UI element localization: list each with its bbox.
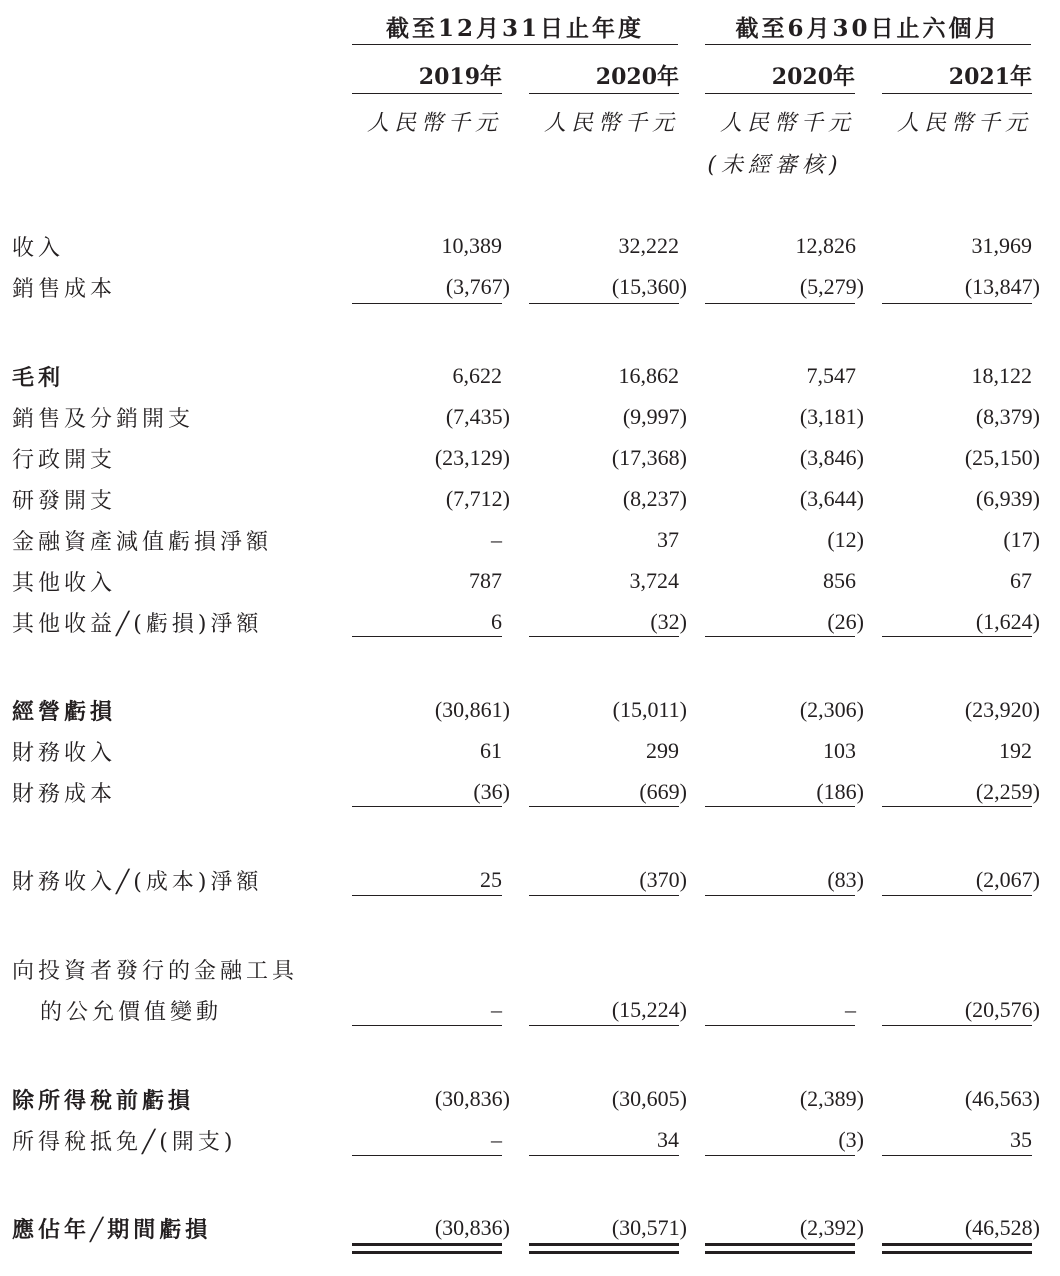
cell-value: 7,547 <box>806 363 856 388</box>
header-unit: 人民幣千元 <box>366 111 502 136</box>
subtotal-rule <box>352 636 502 637</box>
cell-value: 35 <box>1010 1127 1032 1152</box>
cell-value: (25,150) <box>964 445 1040 470</box>
header-year-2020-annual: 2020年 <box>595 64 679 90</box>
cell-value: – <box>491 1127 502 1152</box>
cell-value: (46,563) <box>964 1086 1040 1111</box>
header-year-rule <box>705 93 855 94</box>
cell-value: (2,392) <box>799 1215 864 1240</box>
header-year-2020-interim: 2020年 <box>771 64 855 90</box>
cell-value: (2,067) <box>975 867 1040 892</box>
cell-value: 37 <box>657 527 679 552</box>
subtotal-rule <box>705 895 855 896</box>
subtotal-rule <box>529 806 679 807</box>
cell-value: 787 <box>469 568 502 593</box>
cell-value: (2,306) <box>799 697 864 722</box>
header-year-rule <box>529 93 679 94</box>
cell-value: (30,836) <box>434 1086 510 1111</box>
cell-value: (3,644) <box>799 486 864 511</box>
cell-value: (30,836) <box>434 1215 510 1240</box>
row-label: 財務收入╱(成本)淨額 <box>12 870 263 895</box>
cell-value: – <box>491 527 502 552</box>
cell-value: (15,011) <box>612 697 687 722</box>
cell-value: (3,181) <box>799 404 864 429</box>
total-double-rule <box>529 1243 679 1254</box>
cell-value: 6,622 <box>452 363 502 388</box>
cell-value: (13,847) <box>964 274 1040 299</box>
cell-value: (17) <box>1003 527 1040 552</box>
row-label: 其他收入 <box>12 571 117 596</box>
cell-value: (7,435) <box>445 404 510 429</box>
subtotal-rule <box>529 1155 679 1156</box>
subtotal-rule <box>882 303 1032 304</box>
row-label: 財務收入 <box>12 741 117 766</box>
cell-value: (17,368) <box>611 445 687 470</box>
cell-value: (3,767) <box>445 274 510 299</box>
header-year-2021: 2021年 <box>948 64 1032 90</box>
row-label: 財務成本 <box>12 782 117 807</box>
total-double-rule <box>705 1243 855 1254</box>
cell-value: (30,861) <box>434 697 510 722</box>
subtotal-rule <box>882 895 1032 896</box>
cell-value: (23,920) <box>964 697 1040 722</box>
cell-value: 103 <box>823 738 856 763</box>
subtotal-rule <box>705 636 855 637</box>
subtotal-rule <box>882 1025 1032 1026</box>
row-label: 向投資者發行的金融工具 <box>12 959 299 984</box>
row-label: 應佔年╱期間虧損 <box>12 1217 212 1243</box>
subtotal-rule <box>529 1025 679 1026</box>
cell-value: (12) <box>827 527 864 552</box>
header-group-interim-rule <box>705 44 1031 45</box>
cell-value: 299 <box>646 738 679 763</box>
cell-value: (15,360) <box>611 274 687 299</box>
row-label: 金融資產減值虧損淨額 <box>12 530 273 555</box>
header-group-annual-rule <box>352 44 678 45</box>
cell-value: (5,279) <box>799 274 864 299</box>
cell-value: (30,605) <box>611 1086 687 1111</box>
subtotal-rule <box>705 303 855 304</box>
cell-value: (26) <box>827 609 864 634</box>
header-group-annual: 截至12月31日止年度 <box>385 15 644 42</box>
cell-value: (7,712) <box>445 486 510 511</box>
header-unaudited-note: (未經審核) <box>707 153 843 178</box>
cell-value: (8,237) <box>622 486 687 511</box>
subtotal-rule <box>705 1155 855 1156</box>
header-year-rule <box>882 93 1032 94</box>
subtotal-rule <box>352 895 502 896</box>
cell-value: (46,528) <box>964 1215 1040 1240</box>
total-double-rule <box>352 1243 502 1254</box>
cell-value: – <box>491 997 502 1022</box>
subtotal-rule <box>352 303 502 304</box>
cell-value: (6,939) <box>975 486 1040 511</box>
cell-value: 31,969 <box>971 233 1032 258</box>
cell-value: (2,259) <box>975 779 1040 804</box>
cell-value: – <box>845 997 856 1022</box>
row-label: 銷售及分銷開支 <box>12 407 195 432</box>
cell-value: (20,576) <box>964 997 1040 1022</box>
cell-value: (9,997) <box>622 404 687 429</box>
row-label: 除所得稅前虧損 <box>12 1088 195 1114</box>
cell-value: (370) <box>639 867 687 892</box>
cell-value: (23,129) <box>434 445 510 470</box>
row-label: 所得稅抵免╱(開支) <box>12 1130 237 1155</box>
cell-value: (186) <box>816 779 864 804</box>
subtotal-rule <box>529 636 679 637</box>
cell-value: 12,826 <box>795 233 856 258</box>
cell-value: 16,862 <box>618 363 679 388</box>
subtotal-rule <box>529 303 679 304</box>
cell-value: 6 <box>491 609 502 634</box>
subtotal-rule <box>529 895 679 896</box>
cell-value: 18,122 <box>971 363 1032 388</box>
subtotal-rule <box>352 806 502 807</box>
header-unit: 人民幣千元 <box>543 111 679 136</box>
cell-value: 32,222 <box>618 233 679 258</box>
cell-value: (32) <box>650 609 687 634</box>
header-year-2019: 2019年 <box>418 64 502 90</box>
cell-value: 25 <box>480 867 502 892</box>
row-label: 銷售成本 <box>12 277 117 302</box>
header-year-rule <box>352 93 502 94</box>
cell-value: (1,624) <box>975 609 1040 634</box>
row-label: 收入 <box>12 236 65 261</box>
subtotal-rule <box>352 1025 502 1026</box>
row-label: 行政開支 <box>12 448 117 473</box>
cell-value: 61 <box>480 738 502 763</box>
cell-value: (15,224) <box>611 997 687 1022</box>
subtotal-rule <box>705 806 855 807</box>
cell-value: 34 <box>657 1127 679 1152</box>
cell-value: (3,846) <box>799 445 864 470</box>
header-unit: 人民幣千元 <box>896 111 1032 136</box>
subtotal-rule <box>882 1155 1032 1156</box>
cell-value: 856 <box>823 568 856 593</box>
cell-value: 3,724 <box>629 568 679 593</box>
header-unit: 人民幣千元 <box>719 111 855 136</box>
cell-value: (30,571) <box>611 1215 687 1240</box>
cell-value: 192 <box>999 738 1032 763</box>
subtotal-rule <box>882 806 1032 807</box>
cell-value: (669) <box>639 779 687 804</box>
row-label: 其他收益╱(虧損)淨額 <box>12 612 263 637</box>
row-label: 研發開支 <box>12 489 117 514</box>
cell-value: 67 <box>1010 568 1032 593</box>
header-group-interim: 截至6月30日止六個月 <box>735 15 1001 42</box>
total-double-rule <box>882 1243 1032 1254</box>
subtotal-rule <box>352 1155 502 1156</box>
subtotal-rule <box>705 1025 855 1026</box>
cell-value: (36) <box>473 779 510 804</box>
subtotal-rule <box>882 636 1032 637</box>
cell-value: (3) <box>838 1127 864 1152</box>
row-label: 毛利 <box>12 365 65 391</box>
cell-value: 10,389 <box>441 233 502 258</box>
row-label: 經營虧損 <box>12 699 117 725</box>
row-label: 的公允價值變動 <box>40 1000 223 1025</box>
cell-value: (8,379) <box>975 404 1040 429</box>
cell-value: (2,389) <box>799 1086 864 1111</box>
cell-value: (83) <box>827 867 864 892</box>
